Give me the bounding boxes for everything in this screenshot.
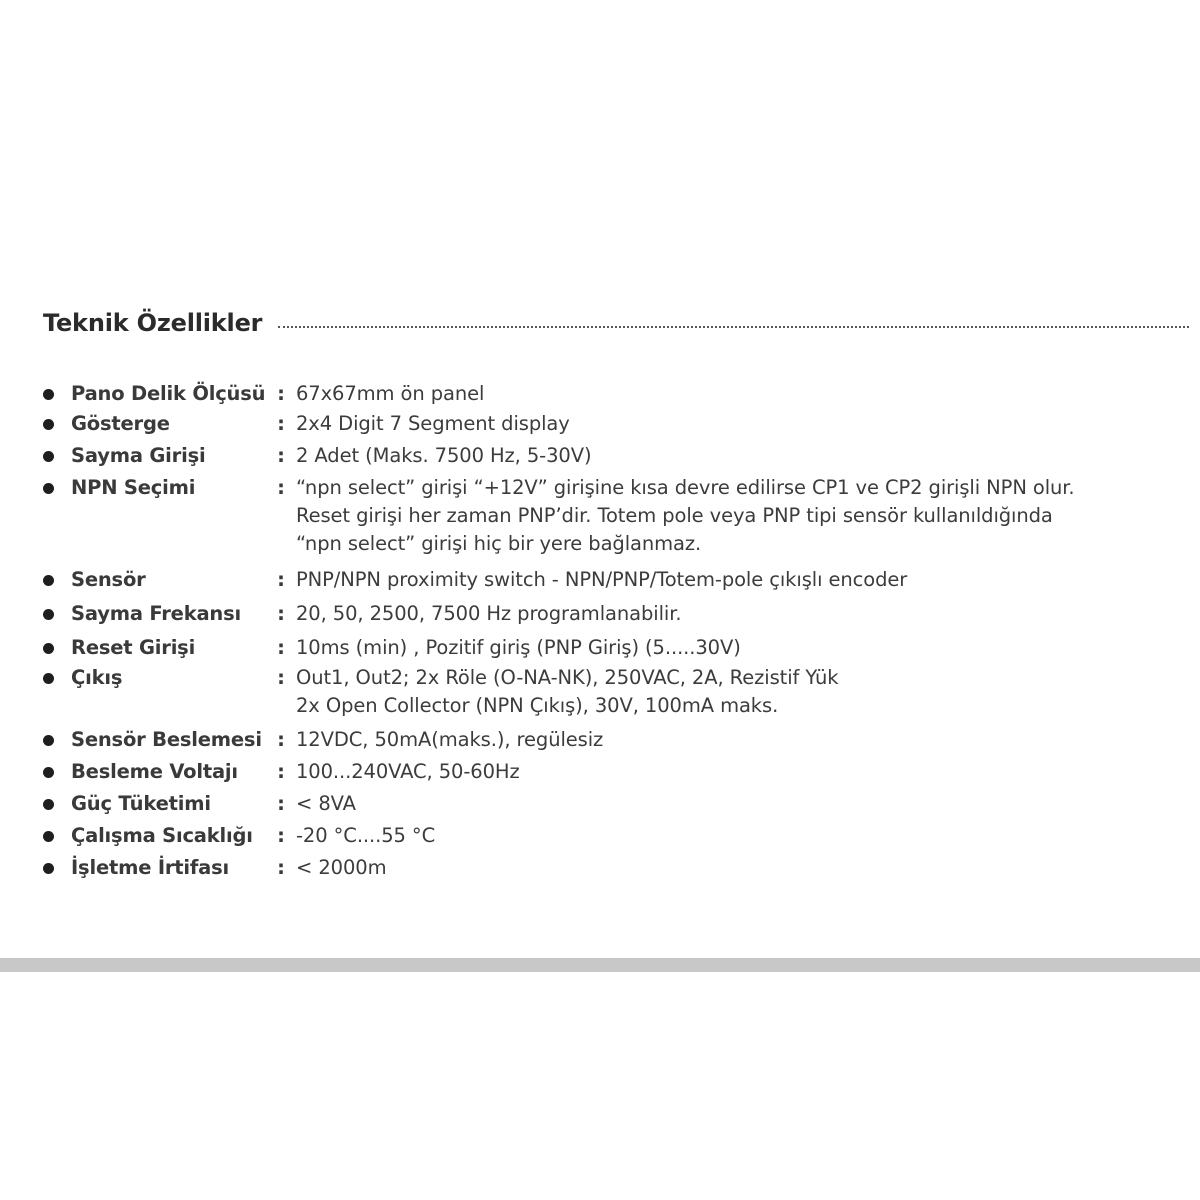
spec-colon: : bbox=[277, 476, 285, 499]
spec-row bbox=[43, 410, 1183, 438]
spec-row bbox=[43, 726, 1183, 754]
spec-value bbox=[296, 758, 1183, 786]
spec-colon: : bbox=[277, 444, 285, 467]
spec-value-line: 2 Adet (Maks. 7500 Hz, 5-30V) bbox=[296, 444, 592, 467]
spec-value-line: Reset girişi her zaman PNP’dir. Totem pole veya PNP tipi sensör kullanıldığında bbox=[296, 504, 1053, 527]
spec-value bbox=[296, 410, 1183, 438]
spec-label: NPN Seçimi bbox=[71, 476, 196, 499]
spec-row bbox=[43, 600, 1183, 628]
dotted-divider bbox=[278, 326, 1189, 328]
spec-value bbox=[296, 566, 1183, 594]
spec-colon: : bbox=[277, 568, 285, 591]
spec-value-line: < 2000m bbox=[296, 856, 387, 879]
spec-label: Sayma Girişi bbox=[71, 444, 206, 467]
spec-label: Çıkış bbox=[71, 666, 123, 689]
spec-value-line: 2x4 Digit 7 Segment display bbox=[296, 412, 570, 435]
spec-label: Sensör Beslemesi bbox=[71, 728, 262, 751]
spec-label: Reset Girişi bbox=[71, 636, 196, 659]
bullet-icon bbox=[43, 799, 54, 810]
spec-label: Besleme Voltajı bbox=[71, 760, 238, 783]
spec-value bbox=[296, 790, 1183, 818]
spec-colon: : bbox=[277, 824, 285, 847]
spec-value bbox=[296, 380, 1183, 408]
spec-value bbox=[296, 474, 1183, 558]
spec-list bbox=[43, 376, 1183, 882]
spec-value bbox=[296, 600, 1183, 628]
spec-row bbox=[43, 634, 1183, 662]
bullet-icon bbox=[43, 483, 54, 494]
spec-value bbox=[296, 822, 1183, 850]
spec-value-line: “npn select” girişi hiç bir yere bağlanmaz. bbox=[296, 532, 702, 555]
spec-label: Sensör bbox=[71, 568, 146, 591]
spec-value-line: -20 °C....55 °C bbox=[296, 824, 436, 847]
spec-label: Çalışma Sıcaklığı bbox=[71, 824, 253, 847]
bullet-icon bbox=[43, 419, 54, 430]
spec-value-line: 100...240VAC, 50-60Hz bbox=[296, 760, 520, 783]
bullet-icon bbox=[43, 831, 54, 842]
bullet-icon bbox=[43, 735, 54, 746]
spec-row bbox=[43, 380, 1183, 408]
spec-colon: : bbox=[277, 636, 285, 659]
spec-label: Pano Delik Ölçüsü bbox=[71, 382, 266, 405]
spec-value-line: 2x Open Collector (NPN Çıkış), 30V, 100mA maks. bbox=[296, 694, 779, 717]
spec-label: İşletme İrtifası bbox=[71, 856, 230, 879]
bullet-icon bbox=[43, 673, 54, 684]
spec-colon: : bbox=[277, 382, 285, 405]
spec-row bbox=[43, 822, 1183, 850]
spec-label: Güç Tüketimi bbox=[71, 792, 211, 815]
bullet-icon bbox=[43, 609, 54, 620]
section-header bbox=[43, 306, 1189, 340]
spec-value-line: Out1, Out2; 2x Röle (O-NA-NK), 250VAC, 2A, Rezistif Yük bbox=[296, 666, 839, 689]
spec-row bbox=[43, 442, 1183, 470]
spec-value-line: 12VDC, 50mA(maks.), regülesiz bbox=[296, 728, 604, 751]
spec-row bbox=[43, 474, 1183, 558]
spec-label: Sayma Frekansı bbox=[71, 602, 241, 625]
spec-row bbox=[43, 566, 1183, 594]
spec-colon: : bbox=[277, 666, 285, 689]
spec-value bbox=[296, 726, 1183, 754]
spec-colon: : bbox=[277, 792, 285, 815]
spec-row bbox=[43, 854, 1183, 882]
spec-value-line: 20, 50, 2500, 7500 Hz programlanabilir. bbox=[296, 602, 682, 625]
spec-row bbox=[43, 664, 1183, 720]
spec-row bbox=[43, 790, 1183, 818]
bullet-icon bbox=[43, 575, 54, 586]
spec-value-line: 10ms (min) , Pozitif giriş (PNP Giriş) (5.....30V) bbox=[296, 636, 741, 659]
spec-value-line: “npn select” girişi “+12V” girişine kısa devre edilirse CP1 ve CP2 girişli NPN olur. bbox=[296, 476, 1075, 499]
spec-colon: : bbox=[277, 760, 285, 783]
section-title: Teknik Özellikler bbox=[43, 309, 263, 337]
spec-value bbox=[296, 634, 1183, 662]
spec-colon: : bbox=[277, 856, 285, 879]
spec-value bbox=[296, 854, 1183, 882]
bullet-icon bbox=[43, 389, 54, 400]
spec-value-line: 67x67mm ön panel bbox=[296, 382, 485, 405]
spec-colon: : bbox=[277, 602, 285, 625]
spec-value-line: < 8VA bbox=[296, 792, 356, 815]
spec-label: Gösterge bbox=[71, 412, 170, 435]
footer-divider-bar bbox=[0, 958, 1200, 972]
spec-colon: : bbox=[277, 728, 285, 751]
bullet-icon bbox=[43, 451, 54, 462]
spec-value-line: PNP/NPN proximity switch - NPN/PNP/Totem-pole çıkışlı encoder bbox=[296, 568, 908, 591]
spec-colon: : bbox=[277, 412, 285, 435]
spec-row bbox=[43, 758, 1183, 786]
spec-value bbox=[296, 664, 1183, 720]
bullet-icon bbox=[43, 767, 54, 778]
bullet-icon bbox=[43, 643, 54, 654]
bullet-icon bbox=[43, 863, 54, 874]
spec-value bbox=[296, 442, 1183, 470]
